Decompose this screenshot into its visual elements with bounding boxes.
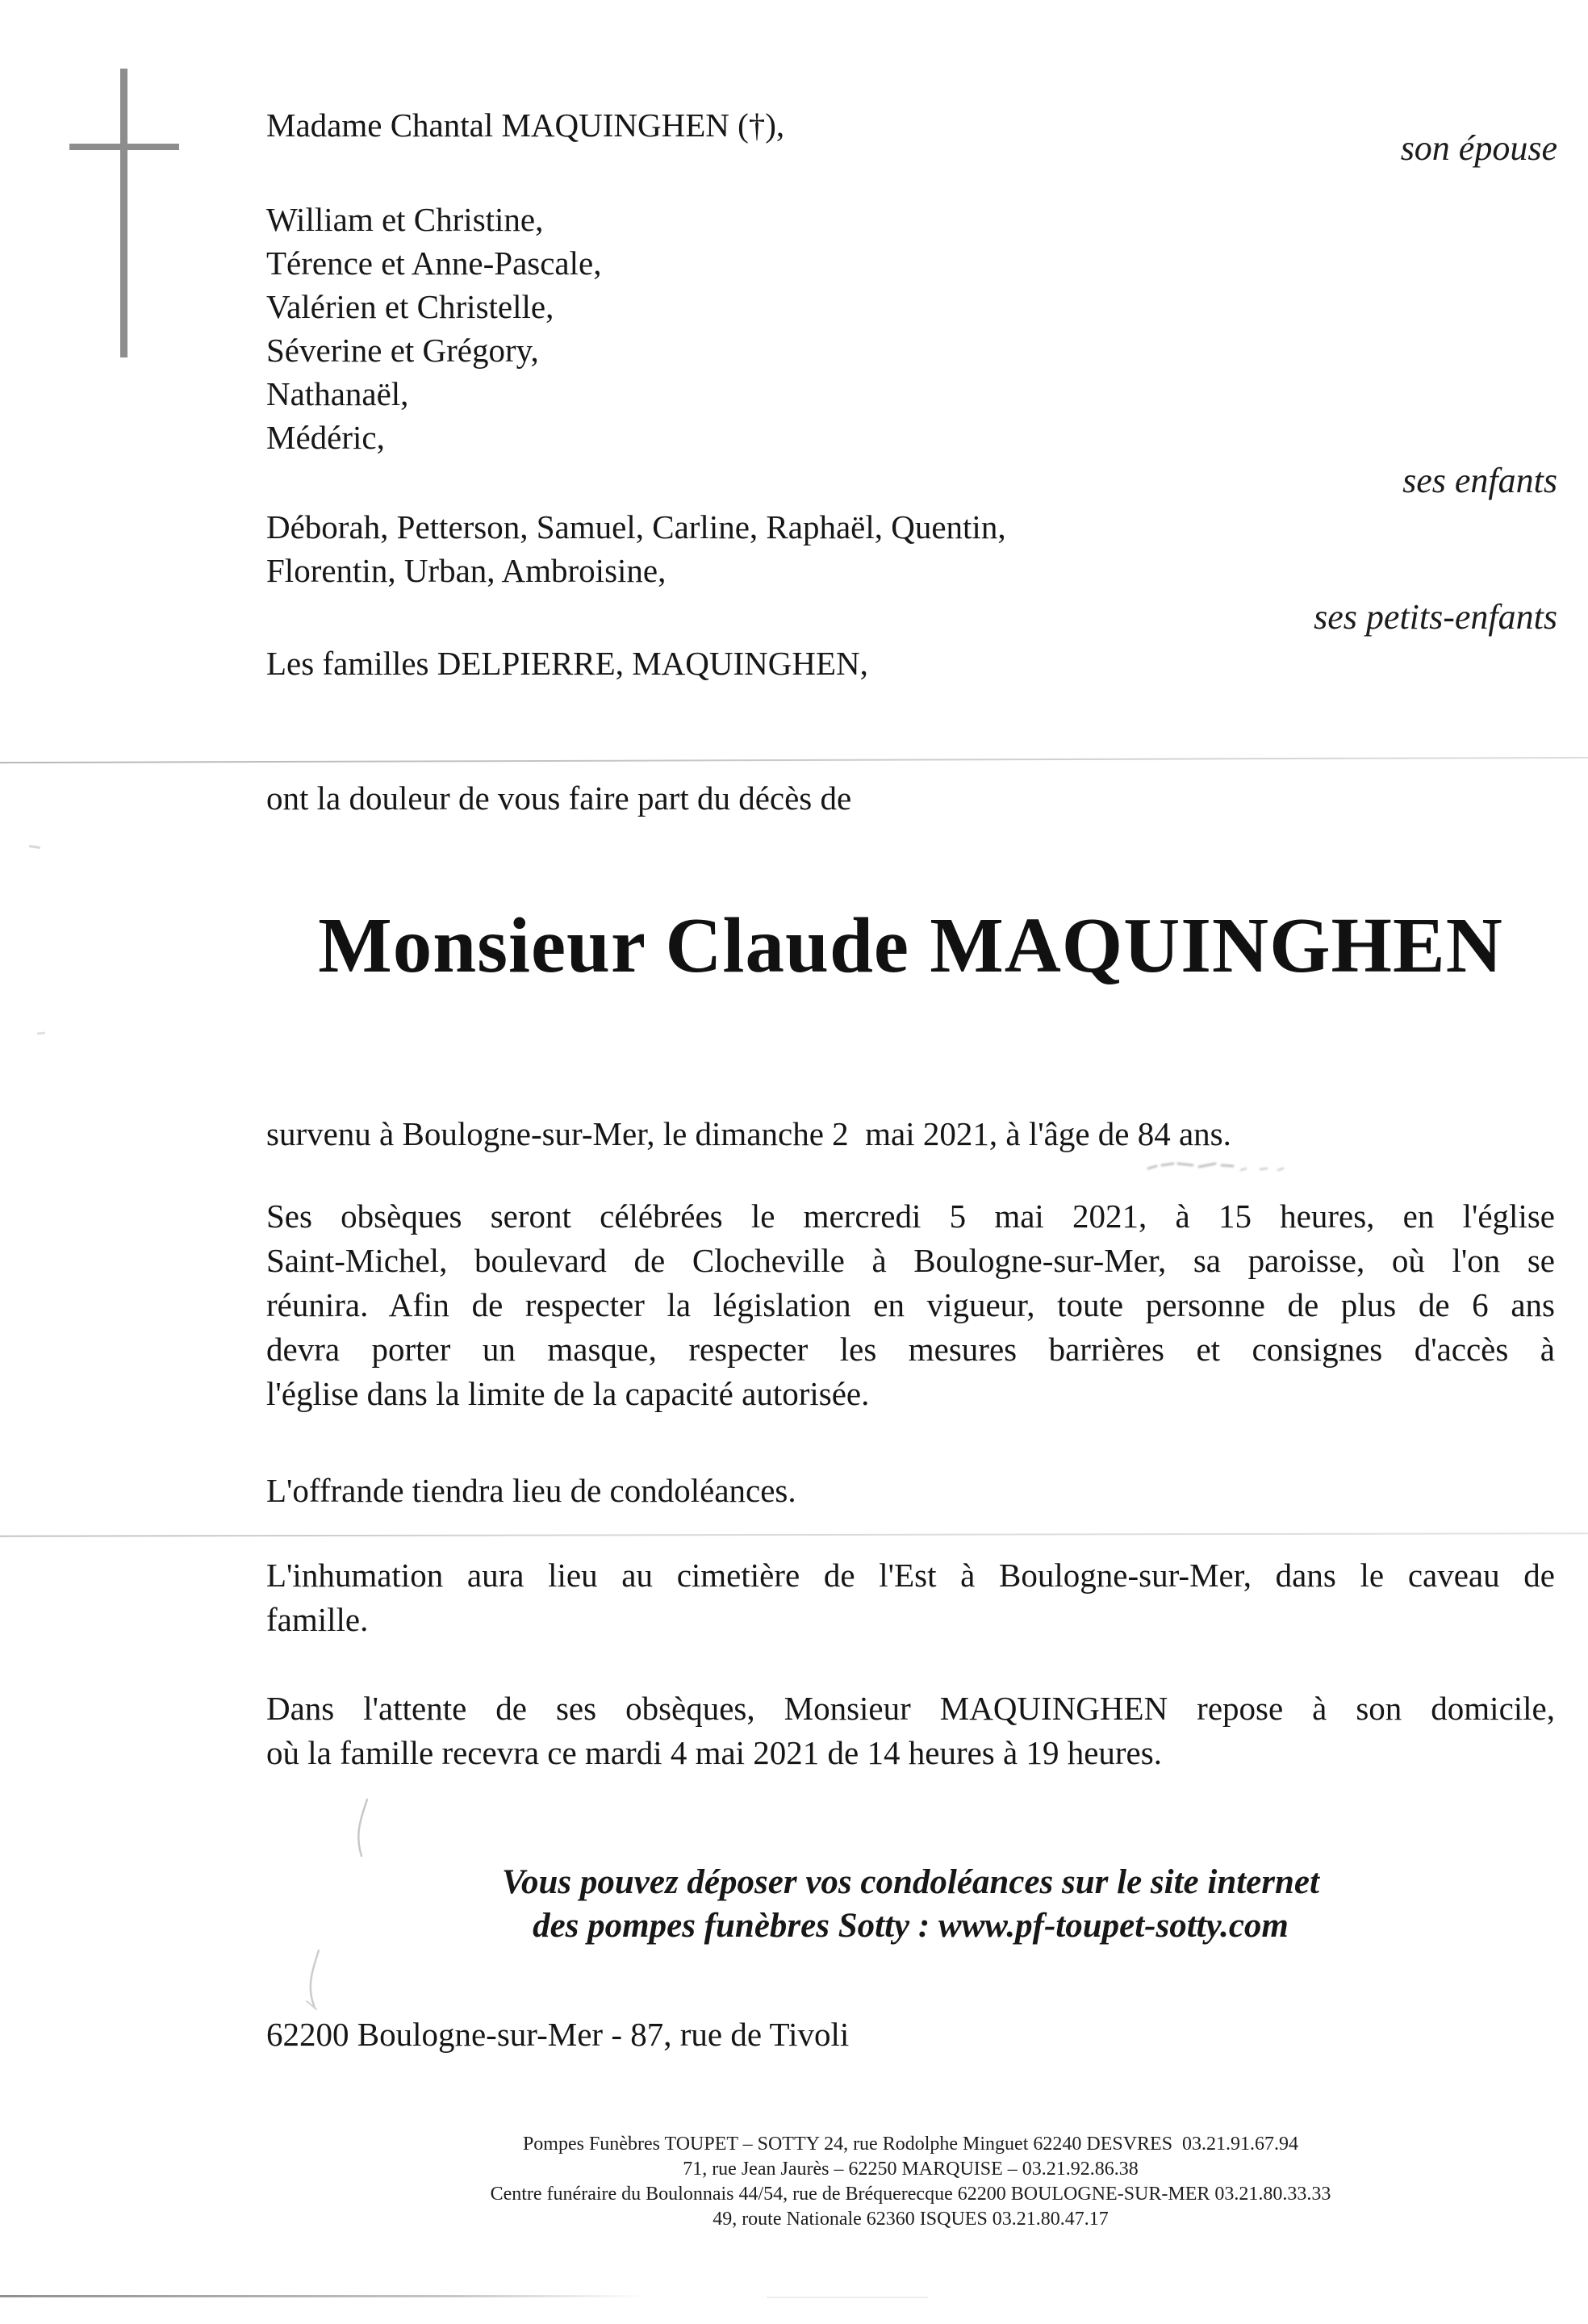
- visitation-paragraph-line: Dans l'attente de ses obsèques, Monsieur MAQUINGHEN repose à son domicile,: [266, 1690, 1555, 1727]
- scan-artifact-pen-stroke: [290, 1785, 395, 2027]
- child-name: Térence et Anne-Pascale,: [266, 245, 602, 282]
- scan-artifact-pencil-smudge: [1144, 1154, 1306, 1178]
- grandchild-names-line: Déborah, Petterson, Samuel, Carline, Raphaël, Quentin,: [266, 508, 1006, 545]
- footer-location-line: Centre funéraire du Boulonnais 44/54, rue de Bréquerecque 62200 BOULOGNE-SUR-MER 03.21.80.33.33: [490, 2184, 1331, 2205]
- funeral-paragraph-line: Ses obsèques seront célébrées le mercredi 5 mai 2021, à 15 heures, en l'église: [266, 1198, 1555, 1235]
- burial-paragraph: [266, 1553, 1555, 1642]
- funeral-paragraph-line: réunira. Afin de respecter la législation en vigueur, toute personne de plus de 6 ans: [266, 1286, 1555, 1323]
- families-line: Les familles DELPIERRE, MAQUINGHEN,: [266, 645, 868, 682]
- child-name: Médéric,: [266, 419, 385, 456]
- scan-artifact-bottom-line: [0, 2295, 646, 2297]
- condolences-note-line-2: des pompes funèbres Sotty : www.pf-toupet-sotty.com: [533, 1907, 1289, 1945]
- footer-location-line: 49, route Nationale 62360 ISQUES 03.21.80.47.17: [713, 2209, 1109, 2230]
- scan-artifact-margin-mark: [29, 845, 40, 849]
- visitation-paragraph-line: où la famille recevra ce mardi 4 mai 2021 de 14 heures à 19 heures.: [266, 1734, 1162, 1771]
- funeral-paragraph-line: devra porter un masque, respecter les mesures barrières et consignes d'accès à: [266, 1331, 1555, 1368]
- footer-location-line: 71, rue Jean Jaurès – 62250 MARQUISE – 03.21.92.86.38: [683, 2159, 1139, 2180]
- child-name: Séverine et Grégory,: [266, 332, 539, 369]
- latin-cross-horizontal-bar: [69, 144, 179, 150]
- visitation-paragraph: [266, 1687, 1555, 1775]
- deceased-name-title: Monsieur Claude MAQUINGHEN: [318, 902, 1503, 989]
- condolences-note-line-1: Vous pouvez déposer vos condoléances sur le site internet: [502, 1863, 1319, 1901]
- scan-artifact-bottom-line-faint: [767, 2297, 928, 2298]
- scan-divider-line: [0, 1532, 1588, 1536]
- burial-paragraph-line: L'inhumation aura lieu au cimetière de l'Est à Boulogne-sur-Mer, dans le caveau de: [266, 1557, 1555, 1594]
- burial-paragraph-line: famille.: [266, 1601, 369, 1638]
- scan-divider-line: [0, 757, 1588, 763]
- scan-artifact-margin-mark: [37, 1032, 45, 1035]
- relation-spouse-label: son épouse: [1400, 128, 1557, 168]
- latin-cross-vertical-bar: [120, 69, 127, 357]
- children-name-list: [266, 198, 601, 459]
- child-name: William et Christine,: [266, 201, 544, 238]
- grandchildren-name-list: [266, 505, 1006, 592]
- funeral-home-address: 62200 Boulogne-sur-Mer - 87, rue de Tivoli: [266, 2016, 850, 2053]
- relation-grandchildren-label: ses petits-enfants: [1314, 597, 1557, 637]
- death-date-line: survenu à Boulogne-sur-Mer, le dimanche 2 mai 2021, à l'âge de 84 ans.: [266, 1115, 1231, 1152]
- funeral-paragraph-line: l'église dans la limite de la capacité autorisée.: [266, 1375, 870, 1412]
- funeral-paragraph: [266, 1194, 1555, 1416]
- footer-location-line: Pompes Funèbres TOUPET – SOTTY 24, rue Rodolphe Minguet 62240 DESVRES 03.21.91.67.94: [522, 2134, 1299, 2155]
- intro-line: ont la douleur de vous faire part du décès de: [266, 780, 852, 817]
- relation-children-label: ses enfants: [1402, 461, 1557, 500]
- child-name: Valérien et Christelle,: [266, 288, 554, 325]
- widow-line: Madame Chantal MAQUINGHEN (†),: [266, 107, 785, 144]
- footer-locations: [266, 2132, 1555, 2232]
- funeral-paragraph-line: Saint-Michel, boulevard de Clocheville à Boulogne-sur-Mer, sa paroisse, où l'on se: [266, 1242, 1555, 1279]
- offering-line: L'offrande tiendra lieu de condoléances.: [266, 1472, 796, 1509]
- child-name: Nathanaël,: [266, 375, 409, 412]
- grandchild-names-line: Florentin, Urban, Ambroisine,: [266, 552, 667, 589]
